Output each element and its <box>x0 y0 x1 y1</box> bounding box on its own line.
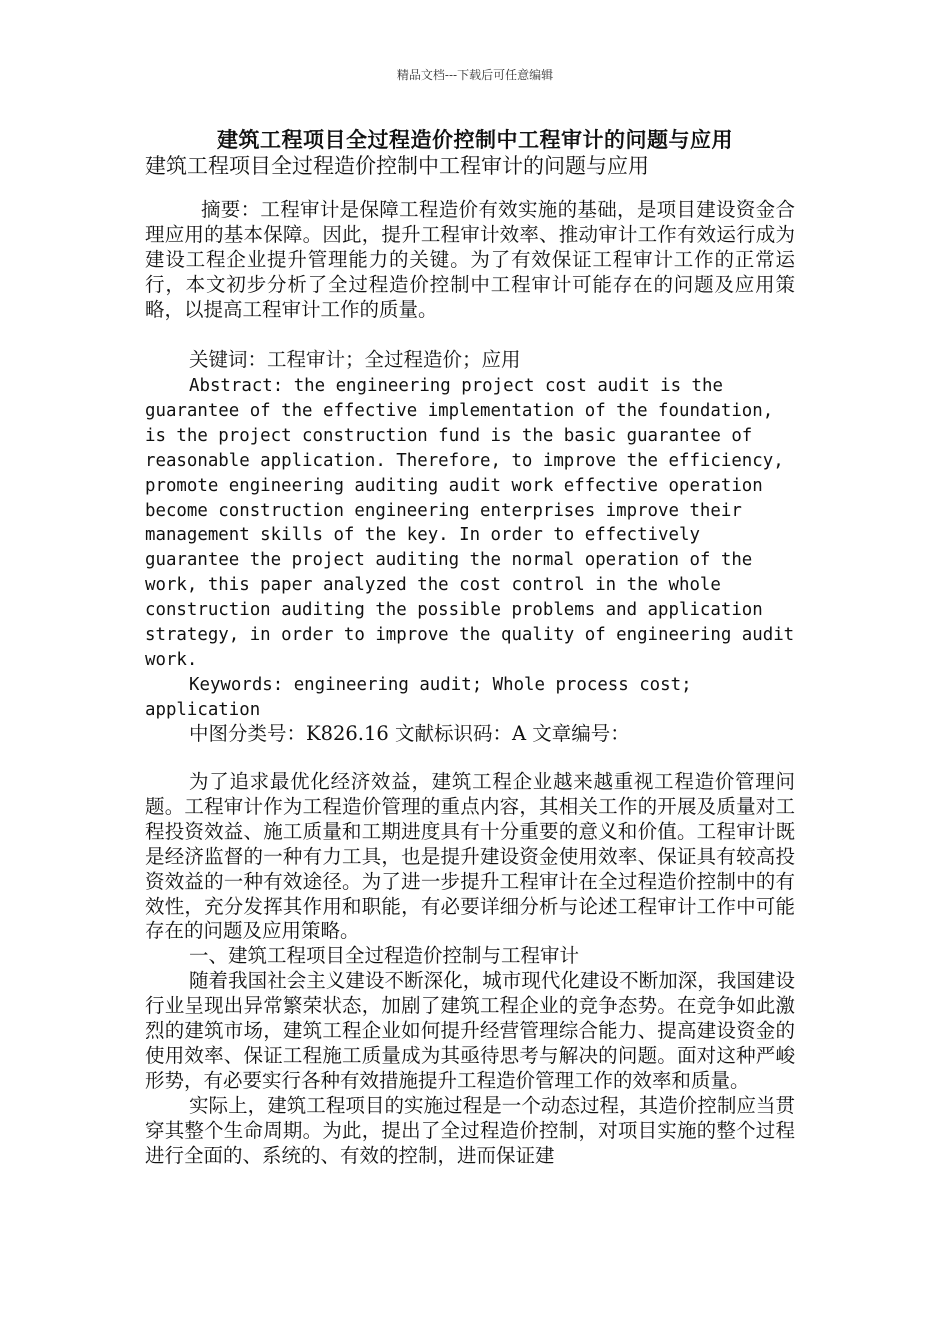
keywords-cn-block <box>145 348 795 373</box>
intro-paragraph: 为了追求最优化经济效益，建筑工程企业越来越重视工程造价管理问题。工程审计作为工程造价管理的重点内容，其相关工作的开展及质量对工程投资效益、施工质量和工期进度具有十分重要的意义和价值。工程审计既是经济监督的一种有力工具，也是提升建设资金使用效率、保证具有较高投资效益的一种有效途径。为了进一步提升工程审计在全过程造价控制中的有效性，充分发挥其作用和职能，有必要详细分析与论述工程审计工作中可能存在的问题及应用策略。 <box>145 770 795 943</box>
abstract-en: Abstract: the engineering project cost audit is the guarantee of the effective implementation of the foundation, is the project construction fund is the basic guarantee of reasonable application. Therefore, to improve the efficiency, promote engineering auditing audit work effective operation become construction engineering enterprises improve their management skills of the key. In order to effectively guarantee the project auditing the normal operation of the work, this paper analyzed the cost control in the whole construction auditing the possible problems and application strategy, in order to improve the quality of engineering audit work. <box>145 376 795 670</box>
section-heading: 一、建筑工程项目全过程造价控制与工程审计 <box>189 944 580 968</box>
header-note: 精品文档---下载后可任意编辑 <box>396 68 554 82</box>
main-text <box>145 770 795 1169</box>
document-title: 建筑工程项目全过程造价控制中工程审计的问题与应用 <box>217 127 733 152</box>
abstract-cn-block <box>145 198 795 323</box>
section-paragraph: 随着我国社会主义建设不断深化，城市现代化建设不断加深，我国建设行业呈现出异常繁荣状态，加剧了建筑工程企业的竞争态势。在竞争如此激烈的建筑市场，建筑工程企业如何提升经营管理综合能力、提高建设资金的使用效率、保证工程施工质量成为其亟待思考与解决的问题。面对这种严峻形势，有必要实行各种有效措施提升工程造价管理工作的效率和质量。 <box>145 969 795 1092</box>
abstract-en-block <box>145 374 795 723</box>
section-paragraph: 实际上，建筑工程项目的实施过程是一个动态过程，其造价控制应当贯穿其整个生命周期。为此，提出了全过程造价控制，对项目实施的整个过程进行全面的、系统的、有效的控制，进而保证建 <box>145 1093 795 1167</box>
classification-block <box>145 722 795 747</box>
classification: 中图分类号：K826.16 文献标识码：A 文章编号： <box>189 722 630 745</box>
document-subtitle: 建筑工程项目全过程造价控制中工程审计的问题与应用 <box>145 154 649 178</box>
abstract-cn: 摘要：工程审计是保障工程造价有效实施的基础，是项目建设资金合理应用的基本保障。因此，提升工程审计效率、推动审计工作有效运行成为建设工程企业提升管理能力的关键。为了有效保证工程审计工作的正常运行，本文初步分析了全过程造价控制中工程审计可能存在的问题及应用策略，以提高工程审计工作的质量。 <box>145 198 795 321</box>
keywords-cn: 关键词：工程审计；全过程造价；应用 <box>189 348 521 371</box>
keywords-en: Keywords: engineering audit; Whole process cost; application <box>145 674 692 720</box>
